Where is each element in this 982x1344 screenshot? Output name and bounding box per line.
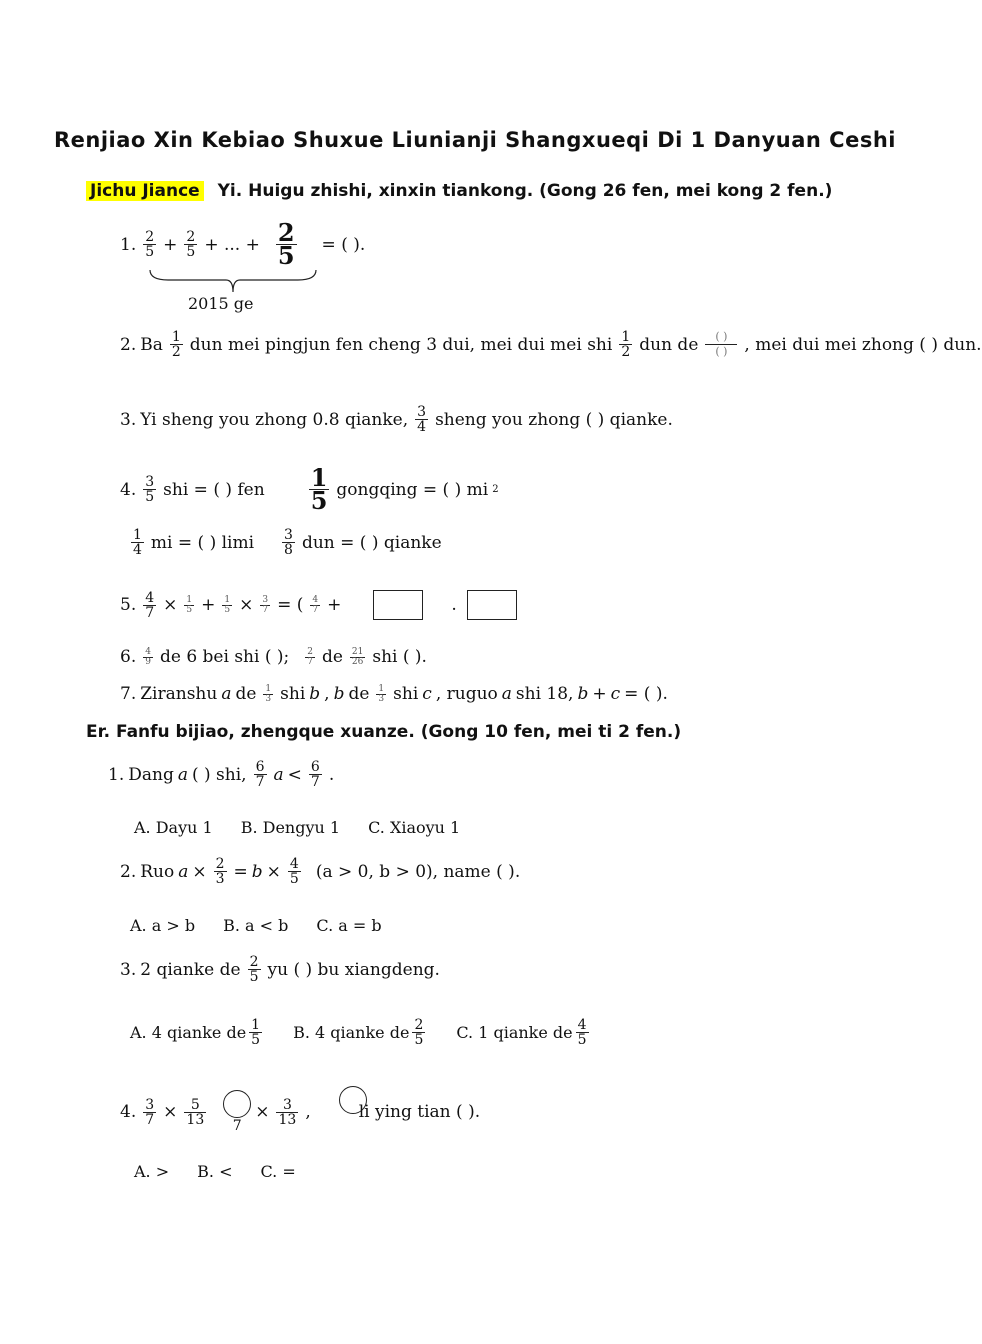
option-b[interactable] bbox=[293, 1018, 428, 1047]
question-number: 7. bbox=[120, 684, 137, 704]
fraction: $\frac{3}{13}$ bbox=[278, 1096, 297, 1128]
fraction: $\frac{2}{5}$ bbox=[414, 1017, 424, 1048]
choice-2-options bbox=[130, 916, 382, 935]
superscript: 2 bbox=[492, 484, 499, 495]
fraction-small: $\frac{1}{3}$ bbox=[378, 683, 385, 704]
fraction-small: $\frac{4}{7}$ bbox=[312, 594, 319, 615]
question-4 bbox=[120, 463, 499, 515]
answer-box-2[interactable] bbox=[467, 590, 517, 620]
question-1 bbox=[120, 218, 366, 270]
fraction: $\frac{3}{4}$ bbox=[417, 404, 427, 435]
option-a[interactable] bbox=[130, 1018, 265, 1047]
question-3 bbox=[120, 405, 673, 434]
period: . bbox=[451, 595, 457, 615]
fraction: $\frac{1}{4}$ bbox=[133, 527, 142, 558]
variable-a: a bbox=[178, 861, 189, 882]
fraction-small: $\frac{1}{3}$ bbox=[265, 683, 272, 704]
question-7 bbox=[120, 684, 668, 704]
section-1-header bbox=[86, 181, 832, 201]
ellipsis-terms: + ... + bbox=[204, 234, 260, 255]
question-text: shi 18, bbox=[515, 684, 574, 704]
less-than-sign: < bbox=[287, 764, 302, 785]
option-c[interactable]: C. a = b bbox=[316, 916, 382, 935]
question-number: 1. bbox=[108, 764, 125, 785]
fraction-small: $\frac{1}{5}$ bbox=[186, 594, 193, 615]
question-text: ( ) shi, bbox=[191, 764, 247, 785]
fraction-small: $\frac{3}{7}$ bbox=[262, 594, 269, 615]
variable-a: a bbox=[177, 764, 188, 785]
choice-1-options bbox=[134, 818, 460, 837]
question-text: dun = ( ) qianke bbox=[301, 532, 442, 553]
fraction: $\frac{6}{7}$ bbox=[255, 759, 265, 790]
question-text: shi = ( ) fen bbox=[163, 479, 265, 500]
option-b[interactable]: B. Dengyu 1 bbox=[240, 818, 341, 837]
underbrace bbox=[148, 268, 318, 294]
question-text: shi ( ). bbox=[372, 647, 427, 667]
question-4-row-2 bbox=[128, 528, 442, 557]
choice-4-options bbox=[134, 1162, 296, 1181]
fraction: $\frac{2}{5}$ bbox=[249, 954, 259, 985]
page-title: Renjiao Xin Kebiao Shuxue Liunianji Shangxueqi Di 1 Danyuan Ceshi bbox=[54, 128, 896, 152]
question-text: shi bbox=[280, 684, 306, 704]
fraction: $\frac{3}{5}$ bbox=[145, 474, 155, 505]
section-1-heading: Yi. Huigu zhishi, xinxin tiankong. (Gong 26 fen, mei kong 2 fen.) bbox=[217, 181, 833, 201]
fraction-small: $\frac{1}{5}$ bbox=[224, 594, 231, 615]
question-text: shi bbox=[393, 684, 419, 704]
blank-fraction: $\frac{( )}{( )}$ bbox=[705, 330, 737, 359]
question-number: 6. bbox=[120, 647, 137, 667]
question-number: 3. bbox=[120, 959, 137, 980]
question-text: de 6 bei shi ( ); bbox=[159, 647, 290, 667]
times-sign: × bbox=[266, 861, 281, 882]
denominator: 7 bbox=[232, 1118, 242, 1134]
fraction-large: $\frac{2}{5}$ bbox=[277, 218, 295, 270]
fraction: $\frac{2}{5}$ bbox=[186, 229, 196, 260]
answer-blank: = ( ). bbox=[321, 234, 366, 255]
variable-b: b bbox=[251, 861, 263, 882]
option-b[interactable]: B. a < b bbox=[223, 916, 289, 935]
times-sign: × bbox=[163, 595, 178, 615]
term-count-label: 2015 ge bbox=[188, 294, 254, 313]
option-c[interactable]: C. Xiaoyu 1 bbox=[368, 818, 461, 837]
question-text: , mei dui mei zhong ( ) dun. bbox=[744, 334, 982, 355]
variable-c: c bbox=[610, 684, 621, 704]
option-c[interactable]: C. = bbox=[260, 1162, 296, 1181]
question-number: 4. bbox=[120, 1102, 137, 1122]
fraction-large: $\frac{1}{5}$ bbox=[310, 463, 328, 515]
circle-blank-icon[interactable] bbox=[223, 1090, 251, 1118]
question-text: 2 qianke de bbox=[140, 959, 241, 980]
option-c-text: C. 1 qianke de bbox=[456, 1023, 573, 1042]
question-text: Ruo bbox=[140, 861, 175, 882]
question-number: 5. bbox=[120, 595, 137, 615]
choice-question-1 bbox=[108, 760, 334, 789]
plus-sign: + bbox=[592, 684, 607, 704]
question-number: 2. bbox=[120, 861, 137, 882]
fraction: $\frac{1}{2}$ bbox=[621, 329, 631, 360]
question-text: li ying tian ( ). bbox=[358, 1102, 481, 1122]
question-text: gongqing = ( ) mi bbox=[336, 479, 489, 500]
variable-c: c bbox=[422, 684, 432, 704]
question-text: Ba bbox=[140, 334, 163, 355]
fraction: $\frac{2}{3}$ bbox=[215, 856, 225, 887]
fraction: $\frac{1}{5}$ bbox=[251, 1017, 261, 1048]
question-text: de bbox=[348, 684, 370, 704]
fraction-small: $\frac{4}{9}$ bbox=[145, 646, 151, 667]
option-a-text: A. 4 qianke de bbox=[130, 1023, 247, 1042]
option-a[interactable]: A. a > b bbox=[130, 916, 196, 935]
plus-sign: + bbox=[327, 595, 342, 615]
question-number: 4. bbox=[120, 479, 137, 500]
question-number: 3. bbox=[120, 409, 137, 430]
choice-question-2 bbox=[120, 857, 520, 886]
basic-test-tag: Jichu Jiance bbox=[86, 181, 204, 201]
fraction: $\frac{3}{7}$ bbox=[145, 1096, 155, 1128]
fraction: $\frac{4}{5}$ bbox=[289, 856, 299, 887]
fraction: $\frac{1}{2}$ bbox=[171, 329, 181, 360]
variable-b: b bbox=[309, 684, 321, 704]
fraction: $\frac{3}{8}$ bbox=[284, 527, 293, 558]
question-text: de bbox=[321, 647, 343, 667]
fraction-with-circle bbox=[223, 1090, 251, 1134]
question-text: Yi sheng you zhong 0.8 qianke, bbox=[140, 409, 409, 430]
fraction: $\frac{4}{5}$ bbox=[577, 1017, 587, 1048]
question-text: sheng you zhong ( ) qianke. bbox=[435, 409, 673, 430]
question-number: 1. bbox=[120, 234, 137, 255]
option-a[interactable]: A. > bbox=[134, 1162, 170, 1181]
fraction-small: $\frac{2}{7}$ bbox=[307, 646, 313, 667]
question-2 bbox=[120, 330, 982, 359]
question-text: , bbox=[324, 684, 330, 704]
times-sign: × bbox=[255, 1102, 270, 1122]
plus-sign: + bbox=[163, 234, 178, 255]
question-text: = ( ). bbox=[624, 684, 668, 704]
comma: , bbox=[305, 1102, 311, 1122]
option-a[interactable]: A. Dayu 1 bbox=[134, 818, 213, 837]
question-text: , ruguo bbox=[435, 684, 498, 704]
choice-question-3 bbox=[120, 955, 440, 984]
variable-b: b bbox=[333, 684, 345, 704]
fraction: $\frac{6}{7}$ bbox=[310, 759, 320, 790]
variable-a: a bbox=[501, 684, 512, 704]
answer-box-1[interactable] bbox=[373, 590, 423, 620]
fraction-small: $\frac{21}{26}$ bbox=[351, 646, 364, 667]
choice-question-4 bbox=[120, 1090, 480, 1134]
question-text: de bbox=[235, 684, 257, 704]
fraction: $\frac{2}{5}$ bbox=[145, 229, 155, 260]
variable-a: a bbox=[221, 684, 232, 704]
times-sign: × bbox=[239, 595, 254, 615]
question-text: dun mei pingjun fen cheng 3 dui, mei dui mei shi bbox=[189, 334, 613, 355]
question-text: yu ( ) bu xiangdeng. bbox=[267, 959, 440, 980]
question-text: mi = ( ) limi bbox=[150, 532, 255, 553]
variable-b: b bbox=[577, 684, 589, 704]
section-2-heading: Er. Fanfu bijiao, zhengque xuanze. (Gong 10 fen, mei ti 2 fen.) bbox=[86, 722, 682, 742]
variable-a: a bbox=[273, 764, 284, 785]
option-b-text: B. 4 qianke de bbox=[293, 1023, 410, 1042]
choice-3-options bbox=[130, 1018, 592, 1047]
question-text: Dang bbox=[128, 764, 174, 785]
fraction: $\frac{4}{7}$ bbox=[145, 589, 155, 621]
question-text: dun de bbox=[639, 334, 699, 355]
question-6 bbox=[120, 647, 427, 667]
equals-sign: = bbox=[233, 861, 248, 882]
fraction: $\frac{5}{13}$ bbox=[186, 1096, 205, 1128]
question-number: 2. bbox=[120, 334, 137, 355]
question-5 bbox=[120, 590, 523, 620]
option-b[interactable]: B. < bbox=[197, 1162, 233, 1181]
plus-sign: + bbox=[201, 595, 216, 615]
times-sign: × bbox=[163, 1102, 178, 1122]
question-text: (a > 0, b > 0), name ( ). bbox=[315, 861, 521, 882]
equals-sign: = ( bbox=[277, 595, 304, 615]
question-text: Ziranshu bbox=[140, 684, 218, 704]
times-sign: × bbox=[192, 861, 207, 882]
option-c[interactable] bbox=[456, 1018, 591, 1047]
period: . bbox=[328, 764, 335, 785]
